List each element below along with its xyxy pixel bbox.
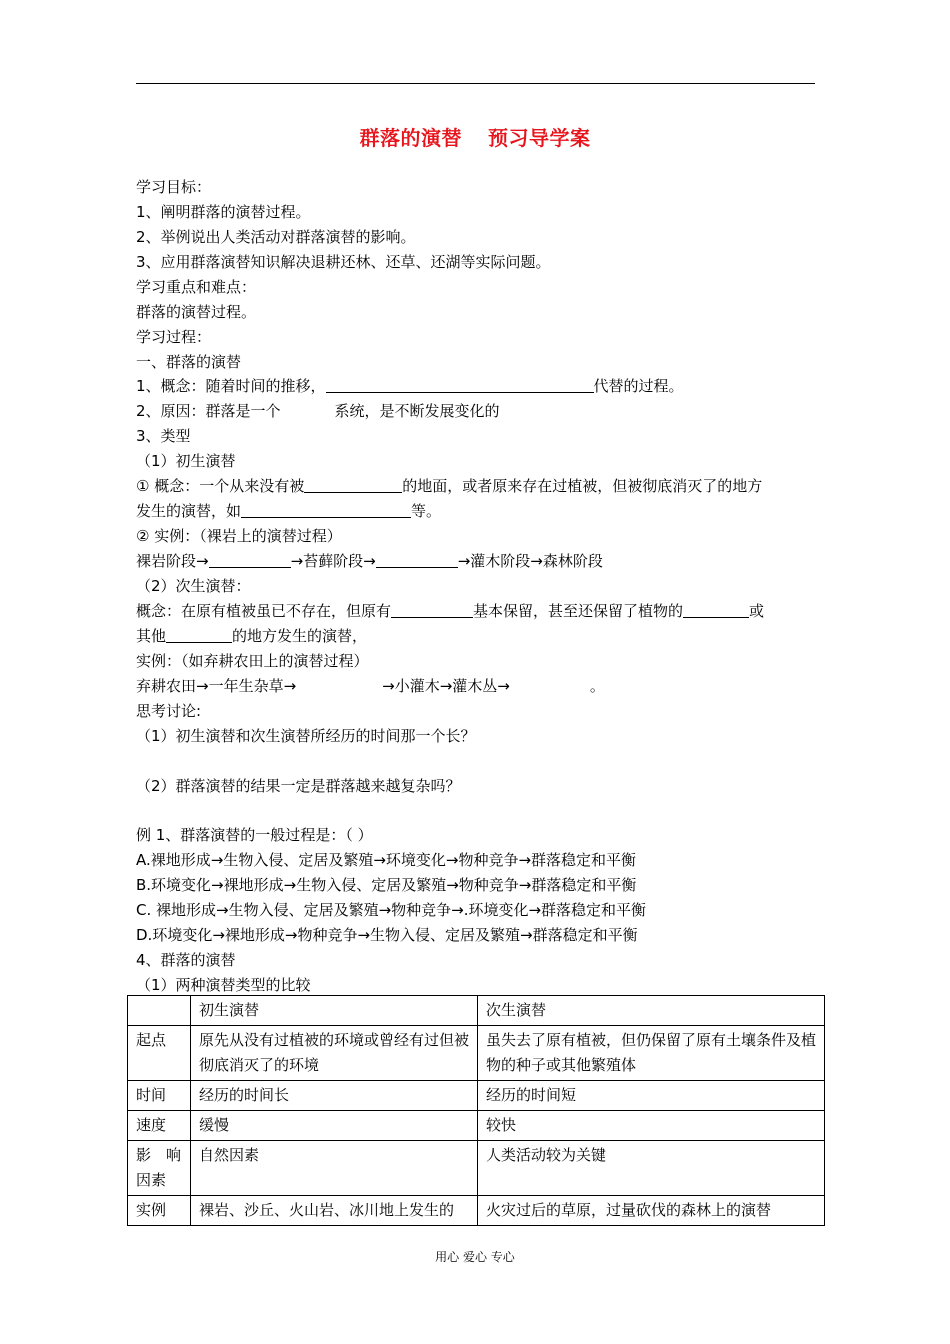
comparison-table — [127, 995, 825, 1226]
primary-example-heading: ② 实例：（裸岩上的演替过程） — [136, 527, 342, 545]
objective-item: 3、应用群落演替知识解决退耕还林、还草、还湖等实际问题。 — [136, 253, 551, 271]
table-cell: 较快 — [478, 1111, 825, 1141]
table-cell: 自然因素 — [191, 1141, 478, 1196]
secondary-concept-line-2: 其他 的地方发生的演替， — [136, 627, 368, 645]
table-cell: 虽失去了原有植被，但仍保留了原有土壤条件及植物的种子或其他繁殖体 — [478, 1026, 825, 1081]
title-sub: 预习导学案 — [488, 126, 591, 150]
example-option-c: C. 裸地形成→生物入侵、定居及繁殖→物种竞争→.环境变化→群落稳定和平衡 — [136, 901, 647, 919]
section4-heading: 4、群落的演替 — [136, 951, 236, 969]
discussion-heading: 思考讨论: — [136, 702, 202, 720]
primary-stages: 裸岩阶段→ →苔藓阶段→ →灌木阶段→森林阶段 — [136, 552, 603, 570]
table-cell: 速度 — [128, 1111, 191, 1141]
key-points-heading: 学习重点和难点： — [136, 278, 257, 296]
secondary-heading: （2）次生演替： — [136, 577, 251, 595]
objective-item: 1、阐明群落的演替过程。 — [136, 203, 311, 221]
table-cell: 经历的时间长 — [191, 1081, 478, 1111]
blank-field — [376, 552, 458, 568]
primary-heading: （1）初生演替 — [136, 452, 236, 470]
blank-field — [241, 502, 411, 518]
discussion-question: （1）初生演替和次生演替所经历的时间那一个长？ — [136, 727, 476, 745]
table-row — [128, 1081, 825, 1111]
example-question: 例 1、群落演替的一般过程是：（ ） — [136, 826, 373, 844]
table-row — [128, 1026, 825, 1081]
table-cell: 初生演替 — [191, 996, 478, 1026]
page-title — [0, 122, 950, 151]
blank-field — [326, 377, 594, 393]
table-cell: 火灾过后的草原，过量砍伐的森林上的演替 — [478, 1196, 825, 1226]
table-cell: 实例 — [128, 1196, 191, 1226]
blank-field — [209, 552, 291, 568]
concept-line: 1、概念：随着时间的推移， 代替的过程。 — [136, 377, 684, 395]
blank-field — [166, 627, 232, 643]
table-row — [128, 1111, 825, 1141]
table-cell: 起点 — [128, 1026, 191, 1081]
key-points-text: 群落的演替过程。 — [136, 303, 257, 321]
secondary-concept-line: 概念：在原有植被虽已不存在，但原有 基本保留，甚至还保留了植物的 或 — [136, 602, 765, 620]
table-row — [128, 1141, 825, 1196]
secondary-example-heading: 实例：（如弃耕农田上的演替过程） — [136, 652, 369, 670]
table-cell: 缓慢 — [191, 1111, 478, 1141]
secondary-stages: 弃耕农田→一年生杂草→ →小灌木→灌木丛→ 。 — [136, 677, 605, 695]
title-main: 群落的演替 — [359, 126, 462, 150]
table-cell: 裸岩、沙丘、火山岩、冰川地上发生的 — [191, 1196, 478, 1226]
table-cell: 时间 — [128, 1081, 191, 1111]
types-heading: 3、类型 — [136, 427, 191, 445]
blank-field — [683, 602, 749, 618]
cause-line: 2、原因：群落是一个 系统，是不断发展变化的 — [136, 402, 500, 420]
example-option-b: B.环境变化→裸地形成→生物入侵、定居及繁殖→物种竞争→群落稳定和平衡 — [136, 876, 637, 894]
table-cell — [128, 996, 191, 1026]
blank-field — [304, 477, 402, 493]
discussion-question: （2）群落演替的结果一定是群落越来越复杂吗？ — [136, 777, 461, 795]
process-heading: 学习过程： — [136, 328, 212, 346]
section4-subheading: （1）两种演替类型的比较 — [136, 976, 311, 994]
example-option-d: D.环境变化→裸地形成→物种竞争→生物入侵、定居及繁殖→群落稳定和平衡 — [136, 926, 638, 944]
objective-item: 2、举例说出人类活动对群落演替的影响。 — [136, 228, 416, 246]
blank-field — [391, 602, 473, 618]
table-cell: 经历的时间短 — [478, 1081, 825, 1111]
objectives-heading: 学习目标： — [136, 178, 212, 196]
table-cell: 人类活动较为关键 — [478, 1141, 825, 1196]
example-option-a: A.裸地形成→生物入侵、定居及繁殖→环境变化→物种竞争→群落稳定和平衡 — [136, 851, 637, 869]
table-header-row — [128, 996, 825, 1026]
section1-heading: 一、群落的演替 — [136, 353, 242, 371]
table-cell: 影 响因素 — [128, 1141, 191, 1196]
table-cell: 原先从没有过植被的环境或曾经有过但被彻底消灭了的环境 — [191, 1026, 478, 1081]
primary-concept-line-2: 发生的演替，如 等。 — [136, 502, 442, 520]
table-cell: 次生演替 — [478, 996, 825, 1026]
header-rule — [136, 83, 815, 84]
page-footer: 用心 爱心 专心 — [435, 1250, 515, 1264]
primary-concept-line: ① 概念：一个从来没有被 的地面，或者原来存在过植被，但被彻底消灭了的地方 — [136, 477, 763, 495]
table-row — [128, 1196, 825, 1226]
